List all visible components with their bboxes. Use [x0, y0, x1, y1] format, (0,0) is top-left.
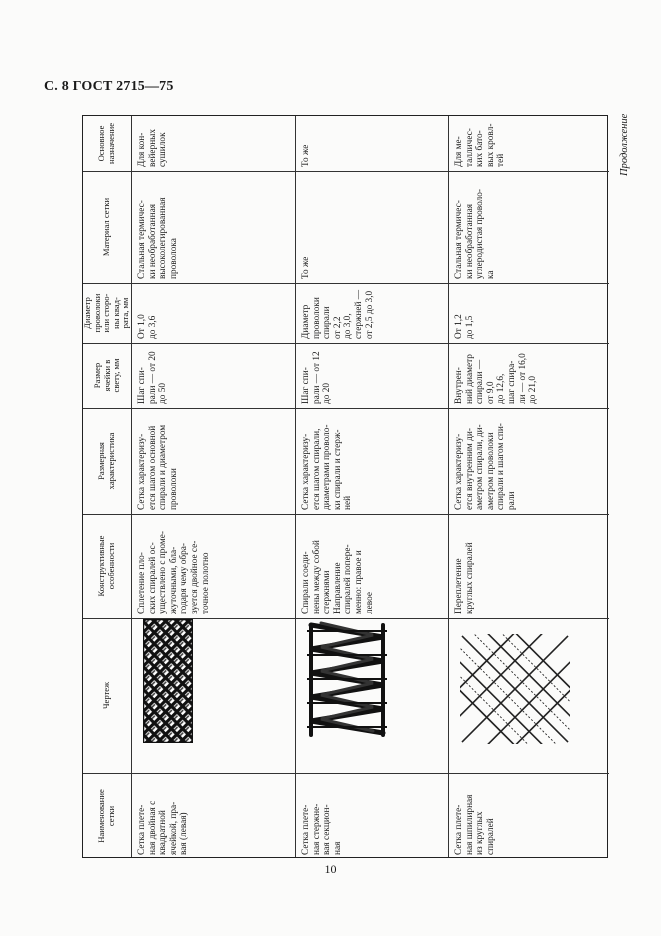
text-line: тей	[496, 153, 507, 167]
header-label	[97, 120, 116, 167]
cell-text	[454, 314, 475, 339]
text-line: нены между собой	[311, 540, 322, 614]
text-line: особенности	[105, 542, 116, 590]
text-line: сетки	[105, 805, 116, 827]
cell-name	[295, 773, 448, 859]
cell-text	[301, 290, 375, 339]
text-line: вая секцион-	[322, 804, 333, 855]
text-line: до 1,5	[464, 315, 475, 339]
text-line: спиралей	[485, 818, 496, 855]
text-line: до 12,6,	[496, 373, 507, 404]
text-line: до 21,0	[528, 376, 539, 404]
text-line: из круглых	[475, 811, 486, 855]
text-line: Направление	[332, 562, 343, 614]
text-line: жуточными, бла-	[168, 546, 179, 614]
cell-purpose	[131, 116, 295, 171]
text-line: стержней —	[353, 289, 364, 339]
rod-spiral-sectional-mesh-drawing	[307, 615, 387, 745]
text-line: Размер	[91, 362, 102, 389]
text-line: ячейкой, пра-	[168, 801, 179, 855]
cell-cell_size	[448, 343, 609, 408]
text-line: спирали	[322, 306, 333, 339]
text-line: Чертеж	[101, 681, 112, 710]
text-line: То же	[301, 144, 311, 167]
text-line: Внутрен-	[454, 367, 464, 404]
text-line: Сетка плете-	[454, 804, 464, 855]
cell-text	[454, 542, 475, 614]
page-header: С. 8 ГОСТ 2715—75	[44, 79, 174, 94]
text-line: точное полотно	[200, 552, 211, 614]
text-line: Сетка плете-	[137, 804, 147, 855]
text-line: назначение	[105, 122, 116, 165]
text-line: шаг спира-	[506, 360, 517, 404]
cell-name	[448, 773, 609, 859]
cell-dimensional	[295, 408, 448, 514]
text-line: квадратной	[158, 810, 169, 855]
cell-text	[454, 124, 507, 167]
header-cell-drawing	[83, 618, 131, 773]
text-line: характеристика	[105, 432, 116, 490]
cell-text	[137, 351, 169, 404]
text-line: Переплетение	[454, 558, 464, 614]
text-line: Стальная термичес-	[454, 200, 464, 279]
text-line: ется шагом основной	[147, 425, 158, 510]
cell-text	[301, 425, 354, 510]
text-line: рали	[506, 491, 517, 510]
text-line: ная шпилирная	[464, 794, 475, 855]
round-spiral-pin-mesh-drawing	[460, 634, 570, 744]
cell-dimensional	[448, 408, 609, 514]
text-line: спирали и диаметром	[158, 424, 169, 510]
header-cell-wire_diameter	[83, 283, 131, 343]
text-line: или сторо-	[101, 293, 112, 333]
cell-text	[137, 801, 190, 855]
text-line: уществлено с проме-	[158, 531, 169, 614]
text-line: Сетка характеризу-	[137, 433, 147, 510]
text-line: ная двойная с	[147, 800, 158, 855]
text-line: Для кон-	[137, 132, 147, 167]
text-line: рали — от 12	[311, 351, 322, 404]
header-label	[102, 175, 112, 279]
cell-material	[295, 171, 448, 283]
cell-name	[131, 773, 295, 859]
cell-text	[454, 423, 518, 510]
header-label	[93, 347, 122, 404]
text-line: То же	[301, 256, 311, 279]
text-line: ячейки в	[101, 359, 112, 392]
cell-cell_size	[131, 343, 295, 408]
cell-design	[295, 514, 448, 618]
cell-text	[454, 189, 496, 279]
header-label	[83, 287, 131, 339]
text-line: Конструктивные	[96, 535, 107, 597]
text-line: Спирали соеди-	[301, 551, 311, 614]
continuation-label	[615, 113, 637, 178]
text-line: ний диаметр	[464, 354, 475, 404]
text-line: спиралей попере-	[343, 544, 354, 614]
header-cell-name	[83, 773, 131, 859]
text-line: проволоки	[91, 293, 102, 333]
text-line: круглых спиралей	[464, 542, 475, 614]
header-cell-design	[83, 514, 131, 618]
text-line: вых кровл-	[485, 123, 496, 167]
cell-purpose	[295, 116, 448, 171]
text-line: ка	[485, 270, 496, 279]
text-line: ется внутренним ди-	[464, 428, 475, 510]
text-line: Диаметр	[301, 304, 311, 339]
text-line: до 50	[158, 383, 169, 404]
cell-text	[301, 804, 343, 855]
double-woven-square-mesh-drawing	[143, 619, 193, 743]
text-line: годаря чему обра-	[179, 543, 190, 614]
header-label	[97, 518, 116, 614]
text-line: от 9,0	[485, 381, 496, 404]
text-line: до 3,6	[147, 315, 158, 339]
text-line: От 1,0	[137, 314, 147, 339]
specification-table	[82, 115, 608, 858]
text-line: вая (левая)	[179, 812, 190, 855]
column-divider	[83, 618, 609, 619]
text-line: ки необработанная	[147, 204, 158, 279]
text-line: аметром спирали, ди-	[475, 424, 486, 510]
text-line: вейерных	[147, 128, 158, 167]
text-line: от 2,5 до 3,0	[364, 290, 375, 339]
cell-material	[448, 171, 609, 283]
cell-cell_size	[295, 343, 448, 408]
text-line: Шаг спи-	[137, 367, 147, 404]
cell-text	[137, 129, 169, 167]
text-line: спирали и шагом спи-	[496, 423, 507, 510]
text-line: высоколегированная	[158, 197, 169, 279]
cell-design	[131, 514, 295, 618]
text-line: Сетка характеризу-	[301, 433, 311, 510]
cell-text	[137, 425, 179, 510]
text-line: ки спирали и стерж-	[332, 429, 343, 510]
text-line: ная стержне-	[311, 803, 322, 855]
text-line: от 2,2	[332, 316, 343, 339]
text-line: Материал сетки	[101, 197, 112, 257]
text-line: Размерная	[96, 442, 107, 480]
cell-text	[301, 540, 375, 614]
text-line: рали — от 20	[147, 351, 158, 404]
continuation-label-text: Продолжение	[619, 113, 630, 176]
text-line: до 3,0,	[343, 313, 354, 339]
text-line: диаметрами проволо-	[322, 424, 333, 510]
text-line: ских спиралей ос-	[147, 542, 158, 614]
header-cell-material	[83, 171, 131, 283]
text-line: ны квад-	[110, 297, 121, 329]
cell-text	[454, 795, 496, 855]
text-line: талличес-	[464, 128, 475, 167]
text-line: стержнями	[322, 570, 333, 614]
text-line: спирали —	[475, 359, 486, 404]
cell-text	[301, 351, 333, 404]
cell-wire_diameter	[295, 283, 448, 343]
text-line: до 20	[322, 383, 333, 404]
cell-wire_diameter	[448, 283, 609, 343]
cell-dimensional	[131, 408, 295, 514]
text-line: От 1,2	[454, 314, 464, 339]
page-number: 10	[324, 862, 337, 876]
cell-text	[137, 314, 158, 339]
header-cell-purpose	[83, 116, 131, 171]
cell-text	[301, 145, 312, 167]
text-line: менно: правое и	[353, 550, 364, 614]
header-label	[102, 622, 112, 769]
text-line: ки необработанная	[464, 204, 475, 279]
text-line: ли — от 16,0	[517, 353, 528, 404]
text-line: Основное	[96, 125, 107, 162]
text-line: левое	[364, 592, 375, 614]
text-line: ней	[343, 495, 354, 510]
header-label	[97, 777, 116, 855]
text-line: проволоки	[311, 297, 322, 339]
text-line: свету, мм	[110, 358, 121, 393]
header-cell-dimensional	[83, 408, 131, 514]
text-line: Стальная термичес-	[137, 200, 147, 279]
text-line: проволоки	[168, 468, 179, 510]
cell-purpose	[448, 116, 609, 171]
text-line: углеродистая проволо-	[475, 188, 486, 279]
cell-wire_diameter	[131, 283, 295, 343]
text-line: сушилок	[158, 132, 169, 167]
text-line: ется шагом спирали,	[311, 428, 322, 510]
cell-design	[448, 514, 609, 618]
cell-text	[137, 197, 179, 279]
cell-material	[131, 171, 295, 283]
text-line: рата, мм	[120, 297, 131, 329]
text-line: проволока	[168, 238, 179, 279]
cell-text	[454, 353, 539, 404]
text-line: Для ме-	[454, 136, 464, 167]
cell-text	[137, 531, 211, 614]
text-line: Сетка характеризу-	[454, 433, 464, 510]
text-line: Сетка плете-	[301, 804, 311, 855]
text-line: Сплетение пло-	[137, 552, 147, 614]
text-line: аметром проволоки	[485, 432, 496, 510]
cell-text	[301, 257, 312, 279]
header-label	[97, 412, 116, 510]
text-line: ких бато-	[475, 130, 486, 167]
text-line: Шаг спи-	[301, 367, 311, 404]
text-line: зуется двойное се-	[189, 540, 200, 614]
header-cell-cell_size	[83, 343, 131, 408]
text-line: Диаметр	[82, 297, 92, 329]
text-line: Наименование	[96, 789, 107, 843]
text-line: ная	[332, 841, 343, 855]
